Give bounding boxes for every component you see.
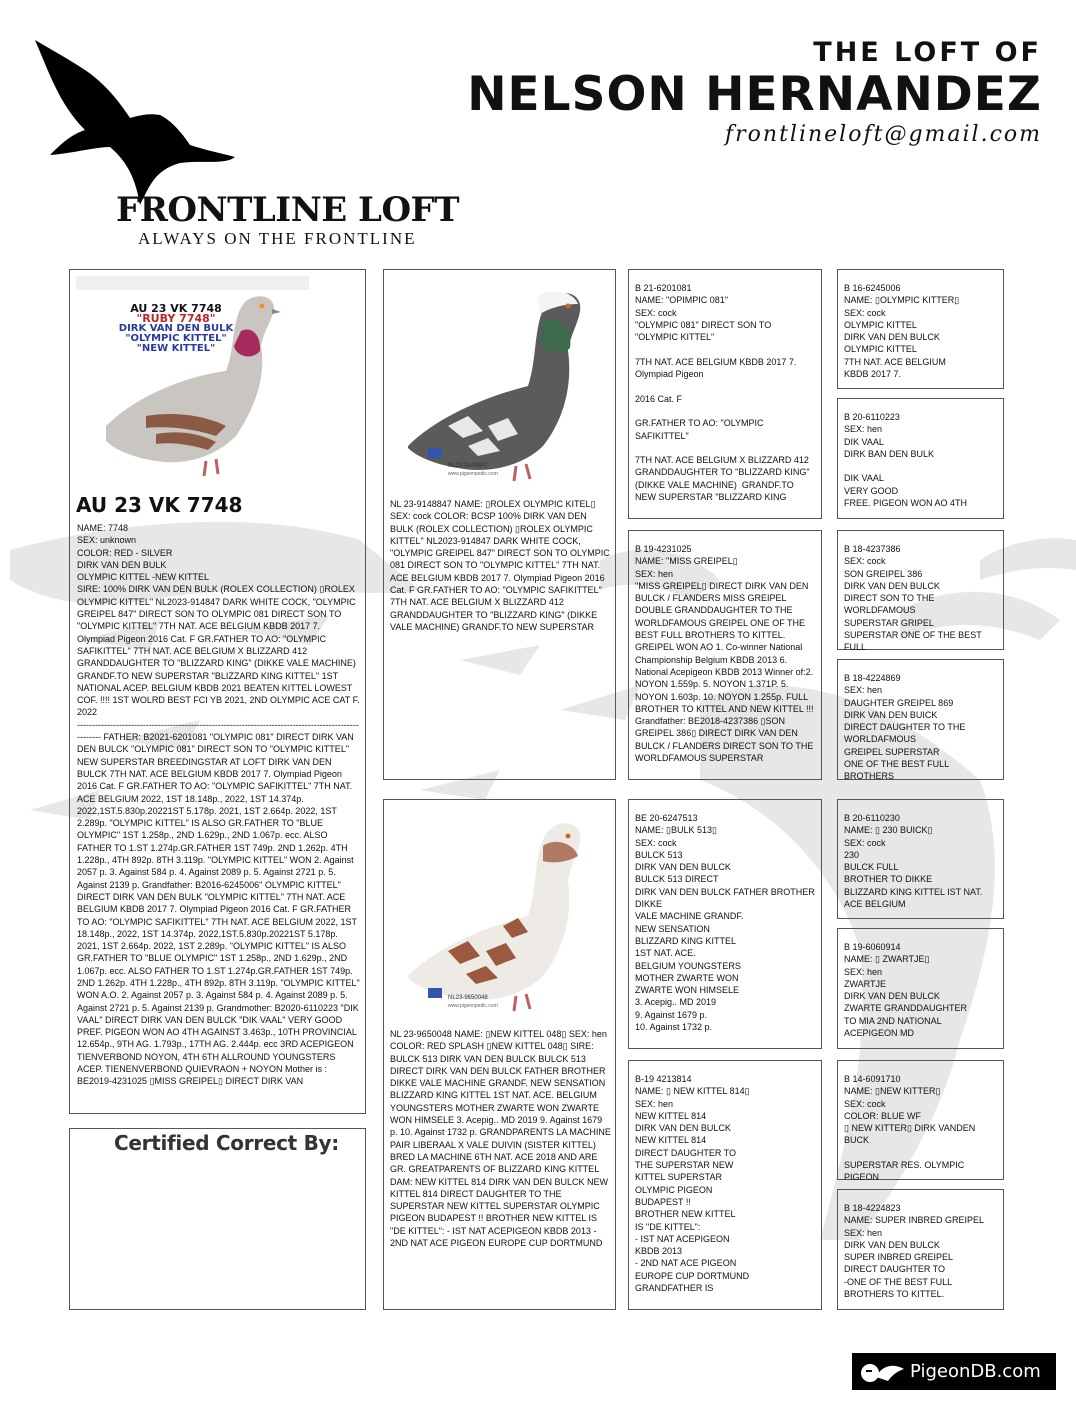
subject-details: NAME: 7748 SEX: unknown COLOR: RED - SILVER DIRK VAN DEN BULK OLYMPIC KITTEL -NEW KITTEL SIRE: 100% DIRK VAN DEN BULK (ROLEX COLLECTION) ▯ROLEX OLYMPIC KITTEL" NL2023-914847 DARK WHITE COCK, "OLYMPIC GREIPEL 847" DIRECT SON TO OLYMPIC 081 DIRECT SON TO "OLYMPIC KITTEL" 7TH NAT. ACE BELGIUM KBDB 2017 7. Olympiad Pigeon 2016 Cat. F GR.FATHER TO AO: "OLYMPIC SAFIKITTEL" 7TH NAT. ACE BELGIUM X BLIZZARD 412 GRANDDAUGHTER TO "BLIZZARD KING" (DIKKE VALE MACHINE) GRANDF.TO NEW SUPERSTAR "BLIZZARD KING KITTEL" 1ST NATIONAL ACEP. BELGIUM KBDB 2021 BEATEN KITTEL LOWEST COF. !!!! 1ST WOLRD BEST FCI YB 2021, 2ND OLYMPIC ACE CAT F. 2022 ------------------------------------------------------------------------------------------------------ FATHER: B2021-6201081 "OLYMPIC 081" DIRECT DIRK VAN DEN BULCK "OLYMPIC 081" DIRECT SON TO "OLYMPIC KITTEL" NEW SUPERSTAR BREEDINGSTAR AT LOFT DIRK VAN DEN BULCK 7TH NAT. ACE BELGIUM KBDB 2017 7. Olympiad Pigeon 2016 Cat. F GR.FATHER TO AO: "OLYMPIC SAFIKITTEL" 7TH NAT. ACE BELGIUM 2022, 1ST 18.148p., 2022, 1ST 14.374p. 2022,1ST.5.830p.20221ST 5.178p. 2021, 1ST 2.664p. 2022, 1ST 2.289p. "OLYMPIC KITTEL" IS ALSO GR.FATHER TO "BLUE OLYMPIC" 1ST 1.258p., 2ND 1.629p., 2ND 1.067p. ecc. ALSO FATHER TO 1.ST 1.274p.GR.FATHER 1ST 749p. 2ND 1.262p. 4TH 1.228p., 4TH 892p. 8TH 3.119p. "OLYMPIC KITTEL" WON 2. Against 2057 p. 3. Against 584 p. 4. Against 2089 p. 5. Against 2721 p. 5. Against 2139 p. Grandfather: B2016-6245006" OLYMPIC KITTEL" DIRECT DIRK VAN DEN BULK "OLYMPIC KITTEL" 7TH NAT. ACE BELGIUM KBDB 2017 7. Olympiad Pigeon 2016 Cat. F GR.FATHER TO AO: "OLYMPIC SAFIKITTEL" 7TH NAT. ACE BELGIUM 2022, 1ST 18.148p., 2022, 1ST 14.374p. 2022,1ST.5.830p.20221ST 5.178p. 2021, 1ST 2.664p. 2022, 1ST 2.289p. "OLYMPIC KITTEL" IS ALSO GR.FATHER TO "BLUE OLYMPIC" 1ST 1.258p., 2ND 1.629p., 2ND 1.067p. ecc. ALSO FATHER TO 1.ST 1.274p.GR.FATHER 1ST 749p. 2ND 1.262p. 4TH 1.228p., 4TH 892p. 8TH 3.119p. "OLYMPIC KITTEL" WON A.O. 2. Against 2057 p. 3. Against 584 p. 4. Against 2089 p. 5. Against 2721 p. 5. Against 2139 p. Grandmother: B2020-6110223 "DIK VAAL" DIRECT DIRK VAN DEN BULCK "DIK VAAL" VERY GOOD PREF. PIGEON WON AO 4TH AGAINST 3.463p., 10TH PROVINCIAL 12.654p., 9TH AG. 1.793p., 17TH AG. 2.444p. ecc 3RD ACEPIGEON TIENVERBOND NOYON, 4TH 6TH ALLROUND YOUNGSTERS ACEP. TIENENVERBOND QUIEVRAON + NOYON Mother is : BE2019-4231025 ▯MISS GREIPEL▯ DIRECT DIRK VAN (77, 523, 360, 1087)
sire-photo (388, 276, 611, 494)
ancestor-text: B 21-6201081 NAME: "OPIMPIC 081" SEX: cock "OLYMPIC 081" DIRECT SON TO "OLYMPIC KITTEL" 7TH NAT. ACE BELGIUM KBDB 2017 7. Olympiad Pigeon 2016 Cat. F GR.FATHER TO AO: "OLYMPIC SAFIKITTEL" 7TH NAT. ACE BELGIUM X BLIZZARD 412 GRANDDAUGHTER TO "BLIZZARD KING" (DIKKE VALE MACHINE) GRANDF.TO NEW SUPERSTAR "BLIZZARD KING (635, 283, 810, 503)
ancestor-dam-sire (628, 799, 822, 1049)
certified-box (69, 1128, 366, 1310)
certified-label: Certified Correct By: (114, 1131, 339, 1155)
owner-email[interactable]: frontlineloft@gmail.com (725, 122, 1042, 147)
ancestor-dsd (837, 928, 1004, 1049)
ancestor-text: B 19-6060914 NAME: ▯ ZWARTJE▯ SEX: hen ZWARTJE DIRK VAN DEN BULCK ZWARTE GRANDDAUGHTER TO MIA 2ND NATIONAL ACEPIGEON MD (844, 942, 968, 1039)
loft-of-label: THE LOFT OF (813, 37, 1042, 68)
pigeon-photo-icon (388, 806, 611, 1024)
ancestor-text: B 18-4224869 SEX: hen DAUGHTER GREIPEL 869 DIRK VAN DEN BUICK DIRECT DAUGHTER TO THE WORLDAFMOUS GREIPEL SUPERSTAR ONE OF THE BEST FULL BROTHERS (844, 673, 966, 782)
subject-card (69, 269, 366, 1114)
photo-caption-ring: AU 23 VK 7748 (130, 302, 222, 315)
ancestor-text: B 18-4224823 NAME: SUPER INBRED GREIPEL SEX: hen DIRK VAN DEN BULCK SUPER INBRED GREIPEL DIRECT DAUGHTER TO -ONE OF THE BEST FULL BROTHERS TO KITTEL. (844, 1203, 985, 1300)
dam-photo-site: www.pigeonpedic.com (448, 1003, 498, 1009)
photo-caption-olympic: "OLYMPIC KITTEL" (125, 333, 227, 344)
owner-name: NELSON HERNANDEZ (467, 67, 1042, 122)
ancestor-sire-dam (628, 530, 822, 780)
ancestor-text: B-19 4213814 NAME: ▯ NEW KITTEL 814▯ SEX: hen NEW KITTEL 814 DIRK VAN DEN BULCK NEW KITTEL 814 DIRECT DAUGHTER TO THE SUPERSTAR NEW KITTEL SUPERSTAR OLYMPIC PIGEON BUDAPEST !! BROTHER NEW KITTEL IS "DE KITTEL": - IST NAT ACEPIGEON KBDB 2013 - 2ND NAT ACE PIGEON EUROPE CUP DORTMUND GRANDFATHER IS (635, 1074, 750, 1294)
dam-photo-ring: NL23-9650048 (448, 995, 488, 1001)
ancestor-sss (837, 269, 1004, 389)
ancestor-text: BE 20-6247513 NAME: ▯BULK 513▯ SEX: cock BULCK 513 DIRK VAN DEN BULCK BULCK 513 DIRECT DIRK VAN DEN BULCK FATHER BROTHER DIKKE VALE MACHINE GRANDF. NEW SENSATION BLIZZARD KING KITTEL 1ST NAT. ACE. BELGIUM YOUNGSTERS MOTHER ZWARTE WON ZWARTE WON HIMSELE 3. Acepig.. MD 2019 9. Against 1679 p. 10. Against 1732 p. (635, 813, 815, 1033)
ancestor-dss (837, 799, 1004, 919)
sire-card (383, 269, 616, 780)
pigeon-photo-icon (388, 276, 611, 494)
ancestor-sdd (837, 659, 1004, 780)
sire-photo-site: www.pigeonpedic.com (448, 471, 498, 477)
ancestor-text: B 16-6245006 NAME: ▯OLYMPIC KITTER▯ SEX: cock OLYMPIC KITTEL DIRK VAN DEN BULCK OLYMPIC KITTEL 7TH NAT. ACE BELGIUM KBDB 2017 7. (844, 283, 960, 380)
logo-tagline: ALWAYS ON THE FRONTLINE (138, 229, 417, 248)
sire-details: NL 23-9148847 NAME: ▯ROLEX OLYMPIC KITEL▯ SEX: cock COLOR: BCSP 100% DIRK VAN DEN BULK (ROLEX COLLECTION) ▯ROLEX OLYMPIC KITTEL" NL2023-914847 DARK WHITE COCK, "OLYMPIC GREIPEL 847" DIRECT SON TO OLYMPIC 081 DIRECT SON TO "OLYMPIC KITTEL" 7TH NAT. ACE BELGIUM KBDB 2017 7. Olympiad Pigeon 2016 Cat. F GR.FATHER TO AO: "OLYMPIC SAFIKITTEL" 7TH NAT. ACE BELGIUM X BLIZZARD 412 GRANDDAUGHTER TO "BLIZZARD KING" (DIKKE VALE MACHINE) GRANDF.TO NEW SUPERSTAR (390, 499, 610, 632)
pigeondb-logo-icon (858, 1357, 908, 1387)
ancestor-text: B 14-6091710 NAME: ▯NEW KITTER▯ SEX: cock COLOR: BLUE WF ▯ NEW KITTER▯ DIRK VANDEN BUCK SUPERSTAR RES. OLYMPIC PIGEON (844, 1074, 976, 1183)
photo-caption-ruby: "RUBY 7748" (136, 312, 216, 325)
dam-photo (388, 806, 611, 1024)
ancestor-dam-dam (628, 1060, 822, 1310)
dam-card (383, 799, 616, 1310)
dam-details: NL 23-9650048 NAME: ▯NEW KITTEL 048▯ SEX: hen COLOR: RED SPLASH ▯NEW KITTEL 048▯ SIRE: BULCK 513 DIRK VAN DEN BULCK BULCK 513 DIRECT DIRK VAN DEN BULCK FATHER BROTHER DIKKE VALE MACHINE GRANDF. NEW SENSATION BLIZZARD KING KITTEL 1ST NAT. ACE. BELGIUM YOUNGSTERS MOTHER ZWARTE WON ZWARTE WON HIMSELE 3. Acepig.. MD 2019 9. Against 1679 p. 10. Against 1732 p. GRANDPARENTS LA MACHINE PAIR LIBERAAL X VALE DUIVIN (SISTER KITTEL) BRED LA MACHINE 6TH NAT. ACE 2018 AND ARE GR. GREATPARENTS OF BLIZZARD KING KITTEL DAM: NEW KITTEL 814 DIRK VAN DEN BULCK NEW KITTEL 814 DIRECT DAUGHTER TO THE SUPERSTAR NEW KITTEL SUPERSTAR OLYMPIC PIGEON BUDAPEST !! BROTHER NEW KITTEL IS "DE KITTEL": - IST NAT ACEPIGEON KBDB 2013 - 2ND NAT ACE PIGEON EUROPE CUP DORTMUND (390, 1029, 611, 1249)
ancestor-ssd (837, 398, 1004, 519)
dove-logo-icon (30, 35, 240, 210)
header-owner-block (467, 38, 1042, 148)
ancestor-text: B 18-4237386 SEX: cock SON GREIPEL 386 DIRK VAN DEN BULCK DIRECT SON TO THE WORLDFAMOUS SUPERSTAR GRIPEL SUPERSTAR ONE OF THE BEST FULL (844, 544, 982, 653)
subject-photo (76, 276, 309, 490)
photo-caption-newkittel: "NEW KITTEL" (136, 343, 216, 354)
photo-caption-breeder: DIRK VAN DEN BULK (118, 323, 234, 334)
ancestor-dds (837, 1060, 1004, 1183)
sire-photo-ring: NL23-9148847 (448, 463, 488, 469)
pigeondb-badge[interactable] (852, 1353, 1056, 1390)
ancestor-ddd (837, 1189, 1004, 1310)
subject-ring-number: AU 23 VK 7748 (76, 493, 243, 517)
ancestor-sds (837, 530, 1004, 653)
ancestor-text: B 19-4231025 NAME: "MISS GREIPEL▯ SEX: hen "MISS GREIPEL▯ DIRECT DIRK VAN DEN BULCK / FLANDERS MISS GREIPEL DOUBLE GRANDDAUGHTER TO THE WORLDFAMOUS GREIPEL ONE OF THE BEST FULL BROTHERS TO KITTEL. GREIPEL WON AO 1. Co-winner National Championship Belgium KBDB 2013 6. National Acepigeon KBDB 2013 Winner of:2. NOYON 1.559p. 5. NOYON 1.371P. 5. NOYON 1.603p. 10. NOYON 1.255p. FULL BROTHER TO KITTEL AND NEW KITTEL !!! Grandfather: BE2018-4237386 ▯SON GREIPEL 386▯ DIRECT DIRK VAN DEN BULCK / FLANDERS DIRECT SON TO THE WORLDFAMOUS SUPERSTAR (635, 544, 814, 764)
pigeondb-label: PigeonDB.com (910, 1361, 1041, 1382)
logo-name: FRONTLINE LOFT (116, 190, 459, 230)
ancestor-sire-sire (628, 269, 822, 519)
ancestor-text: B 20-6110223 SEX: hen DIK VAAL DIRK BAN DEN BULK DIK VAAL VERY GOOD FREE. PIGEON WON AO 4TH (844, 412, 968, 509)
ancestor-text: B 20-6110230 NAME: ▯ 230 BUICK▯ SEX: cock 230 BULCK FULL BROTHER TO DIKKE BLIZZARD KING KITTEL IST NAT. ACE BELGIUM (844, 813, 983, 910)
